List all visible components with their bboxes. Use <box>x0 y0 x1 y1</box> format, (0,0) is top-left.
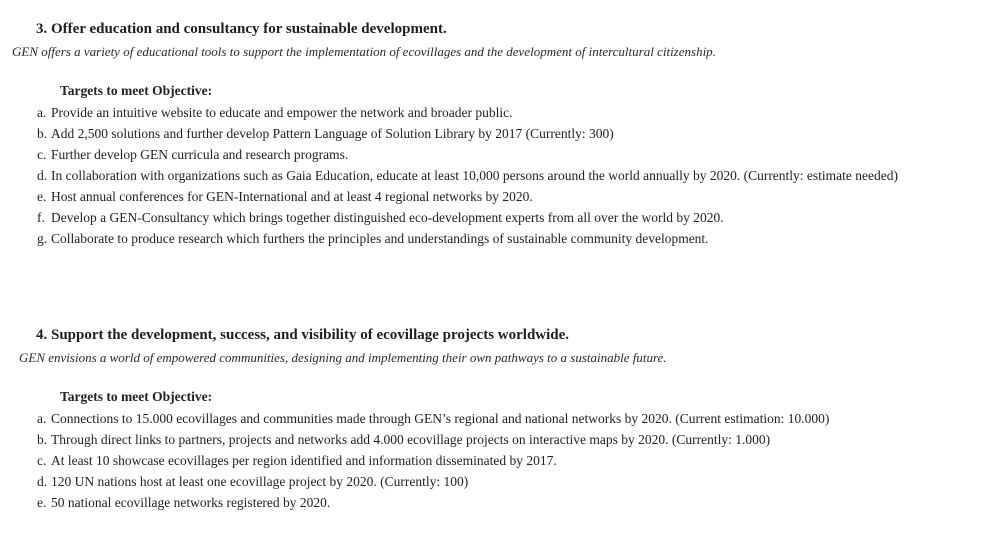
target-text: Provide an intuitive website to educate and empower the network and broader public. <box>51 105 513 120</box>
target-item <box>37 187 957 207</box>
target-letter: c. <box>37 147 47 162</box>
target-item <box>37 451 957 471</box>
target-text: At least 10 showcase ecovillages per region identified and information disseminated by 2017. <box>51 453 557 468</box>
target-text: Add 2,500 solutions and further develop Pattern Language of Solution Library by 2017 (Currently: 300) <box>51 126 614 141</box>
target-text: Develop a GEN-Consultancy which brings together distinguished eco-development experts from all over the world by 2020. <box>51 210 724 225</box>
objective-description: GEN envisions a world of empowered communities, designing and implementing their own pathways to a sustainable future. <box>19 350 667 365</box>
target-letter: a. <box>37 411 47 426</box>
target-item <box>37 430 957 450</box>
target-item <box>37 166 957 186</box>
target-item <box>37 103 957 123</box>
target-list <box>37 409 957 514</box>
target-item <box>37 145 957 165</box>
target-letter: b. <box>37 126 48 141</box>
target-item <box>37 409 957 429</box>
objective-description: GEN offers a variety of educational tools to support the implementation of ecovillages and the development of intercultural citizenship. <box>12 44 716 59</box>
targets-heading: Targets to meet Objective: <box>60 83 213 98</box>
target-text: Through direct links to partners, projects and networks add 4.000 ecovillage projects on interactive maps by 2020. (Currently: 1.000) <box>51 432 771 447</box>
target-text: Connections to 15.000 ecovillages and communities made through GEN’s regional and national networks by 2020. (Current estimation: 10.000) <box>51 411 830 426</box>
target-letter: b. <box>37 432 48 447</box>
target-letter: g. <box>37 231 48 246</box>
target-item <box>37 229 957 249</box>
target-text: 120 UN nations host at least one ecovillage project by 2020. (Currently: 100) <box>51 474 469 489</box>
target-letter: d. <box>37 168 48 183</box>
target-item <box>37 472 957 492</box>
target-list <box>37 103 957 250</box>
target-text: Collaborate to produce research which furthers the principles and understandings of sustainable community development. <box>51 231 709 246</box>
target-letter: f. <box>37 210 45 225</box>
target-text: 50 national ecovillage networks registered by 2020. <box>51 495 331 510</box>
objective-title: 3. Offer education and consultancy for sustainable development. <box>36 21 447 37</box>
targets-heading: Targets to meet Objective: <box>60 389 213 404</box>
target-text: Host annual conferences for GEN-International and at least 4 regional networks by 2020. <box>51 189 533 204</box>
target-letter: e. <box>37 495 47 510</box>
target-letter: c. <box>37 453 47 468</box>
target-item <box>37 124 957 144</box>
target-letter: e. <box>37 189 47 204</box>
target-text: Further develop GEN curricula and research programs. <box>51 147 349 162</box>
target-text: In collaboration with organizations such as Gaia Education, educate at least 10,000 persons around the world annually by 2020. (Currently: estimate needed) <box>51 168 899 183</box>
target-letter: d. <box>37 474 48 489</box>
target-item <box>37 208 957 228</box>
objective-title: 4. Support the development, success, and visibility of ecovillage projects worldwide. <box>36 327 570 343</box>
target-letter: a. <box>37 105 47 120</box>
target-item <box>37 493 957 513</box>
